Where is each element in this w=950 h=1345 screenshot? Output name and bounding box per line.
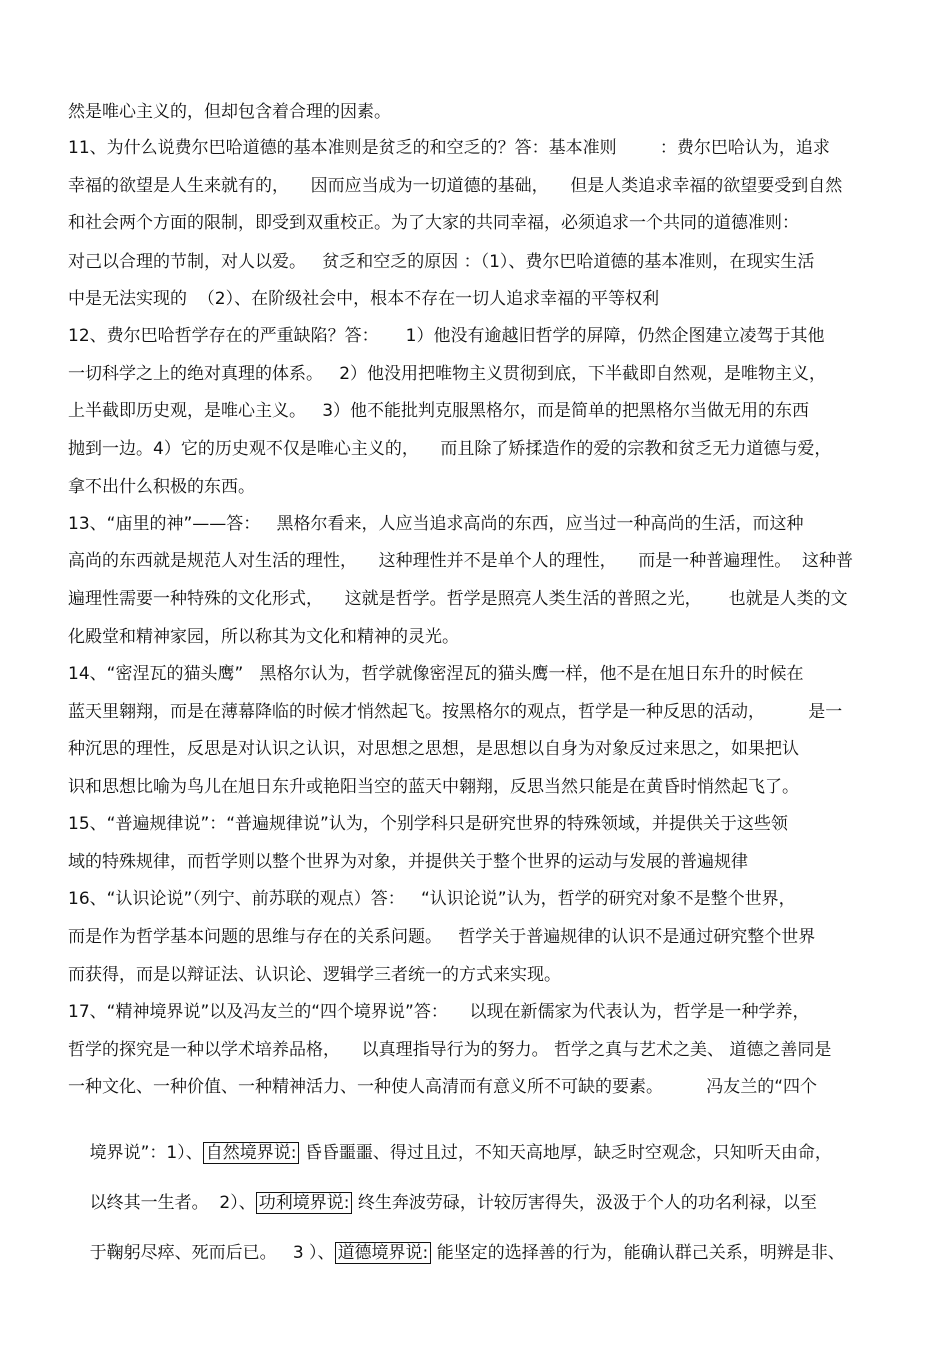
text-line: 域的特殊规律，而哲学则以整个世界为对象，并提供关于整个世界的运动与发展的普遍规律 xyxy=(68,852,748,872)
realm-line-moral xyxy=(68,1220,845,1286)
question-11-line: 11、为什么说费尔巴哈道德的基本准则是贫乏的和空乏的？答：基本准则 ：费尔巴哈认为，追求 xyxy=(68,138,830,158)
text-line: 而是作为哲学基本问题的思维与存在的关系问题。 哲学关于普遍规律的认识不是通过研究整个世界 xyxy=(68,927,816,947)
question-17-line: 17、“精神境界说”以及冯友兰的“四个境界说”答： 以现在新儒家为代表认为，哲学是一种学养， xyxy=(68,1002,810,1022)
realm-prefix: 于鞠躬尽瘁、死而后已。 3 ）、 xyxy=(89,1243,335,1263)
text-line: 一切科学之上的绝对真理的体系。 2）他没用把唯物主义贯彻到底，下半截即自然观，是唯物主义， xyxy=(68,364,827,384)
text-line: 拿不出什么积极的东西。 xyxy=(68,477,255,497)
text-line: 和社会两个方面的限制，即受到双重校正。为了大家的共同幸福，必须追求一个共同的道德准则： xyxy=(68,213,799,233)
boxed-term-moral-realm: 道德境界说: xyxy=(335,1242,432,1264)
boxed-term-natural-realm: 自然境界说: xyxy=(203,1142,300,1164)
realm-description: 昏昏噩噩、得过且过，不知天高地厚，缺乏时空观念，只知听天由命， xyxy=(299,1143,832,1163)
text-line: 抛到一边。4）它的历史观不仅是唯心主义的， 而且除了矫揉造作的爱的宗教和贫乏无力道德与爱， xyxy=(68,439,832,459)
question-15-line: 15、“普遍规律说”：“普遍规律说”认为，个别学科只是研究世界的特殊领域，并提供关于这些领 xyxy=(68,814,788,834)
realm-prefix: 以终其一生者。 2）、 xyxy=(89,1193,256,1213)
text-line: 中是无法实现的 （2）、在阶级社会中，根本不存在一切人追求幸福的平等权利 xyxy=(68,289,660,309)
realm-description: 能坚定的选择善的行为，能确认群己关系，明辨是非、 xyxy=(431,1243,845,1263)
question-16-line: 16、“认识论说”（列宁、前苏联的观点）答： “认识论说”认为，哲学的研究对象不是整个世界， xyxy=(68,889,796,909)
realm-description: 终生奔波劳碌，计较厉害得失，汲汲于个人的功名利禄，以至 xyxy=(352,1193,817,1213)
text-line: 蓝天里翱翔，而是在薄幕降临的时候才悄然起飞。按黑格尔的观点，哲学是一种反思的活动， 是一 xyxy=(68,702,843,722)
text-line: 而获得，而是以辩证法、认识论、逻辑学三者统一的方式来实现。 xyxy=(68,965,561,985)
text-line: 哲学的探究是一种以学术培养品格， 以真理指导行为的努力。 哲学之真与艺术之美、 道德之善同是 xyxy=(68,1040,832,1060)
boxed-term-utilitarian-realm: 功利境界说: xyxy=(256,1192,353,1214)
text-line: 种沉思的理性，反思是对认识之认识，对思想之思想，是思想以自身为对象反过来思之，如果把认 xyxy=(68,739,799,759)
text-line: 对己以合理的节制，对人以爱。 贫乏和空乏的原因 ：（1）、费尔巴哈道德的基本准则，在现实生活 xyxy=(68,252,815,272)
text-line: 化殿堂和精神家园，所以称其为文化和精神的灵光。 xyxy=(68,627,459,647)
realm-prefix: 境界说”：1）、 xyxy=(89,1143,203,1163)
text-line: 然是唯心主义的，但却包含着合理的因素。 xyxy=(68,102,391,122)
text-line: 高尚的东西就是规范人对生活的理性， 这种理性并不是单个人的理性， 而是一种普遍理性。 这种普 xyxy=(68,551,854,571)
question-12-line: 12、费尔巴哈哲学存在的严重缺陷？答： 1）他没有逾越旧哲学的屏障，仍然企图建立凌驾于其他 xyxy=(68,326,825,346)
text-line: 幸福的欲望是人生来就有的， 因而应当成为一切道德的基础， 但是人类追求幸福的欲望要受到自然 xyxy=(68,176,843,196)
text-line: 上半截即历史观，是唯心主义。 3）他不能批判克服黑格尔，而是简单的把黑格尔当做无用的东西 xyxy=(68,401,810,421)
text-line: 一种文化、一种价值、一种精神活力、一种使人高清而有意义所不可缺的要素。 冯友兰的“四个 xyxy=(68,1077,818,1097)
question-13-line: 13、“庙里的神”——答： 黑格尔看来，人应当追求高尚的东西，应当过一种高尚的生活，而这种 xyxy=(68,514,804,534)
text-line: 识和思想比喻为鸟儿在旭日东升或艳阳当空的蓝天中翱翔，反思当然只能是在黄昏时悄然起飞了。 xyxy=(68,777,799,797)
text-line: 遍理性需要一种特殊的文化形式， 这就是哲学。哲学是照亮人类生活的普照之光， 也就是人类的文 xyxy=(68,589,848,609)
question-14-line: 14、“密涅瓦的猫头鹰” 黑格尔认为，哲学就像密涅瓦的猫头鹰一样，他不是在旭日东升的时候在 xyxy=(68,664,804,684)
